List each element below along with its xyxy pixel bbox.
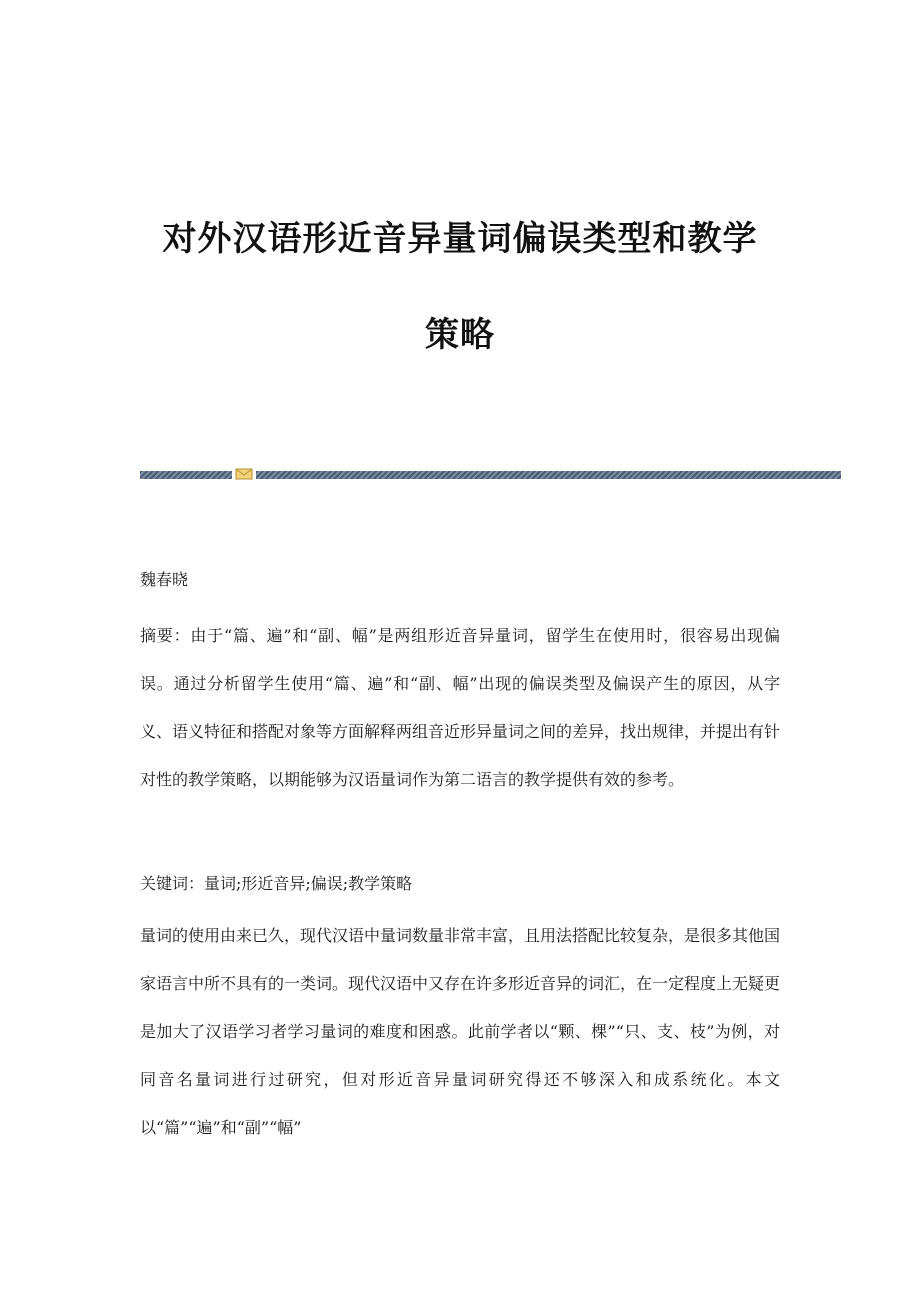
envelope-icon (235, 467, 253, 481)
document-title-line-2: 策略 (425, 315, 495, 355)
body-paragraph: 量词的使用由来已久，现代汉语中量词数量非常丰富，且用法搭配比较复杂，是很多其他国家语言中所不具有的一类词。现代汉语中又存在许多形近音异的词汇，在一定程度上无疑更是加大了汉语学习者学习量词的难度和困惑。此前学者以“颗、棵”“只、支、枝”为例，对同音名量词进行过研究，但对形近音异量词研究得还不够深入和成系统化。本文以“篇”“遍”和“副”“幅” (140, 926, 781, 1137)
title-divider-right (256, 471, 841, 479)
keywords-line: 关键词：量词;形近音异;偏误;教学策略 (140, 874, 413, 893)
document-title-line-1: 对外汉语形近音异量词偏误类型和教学 (162, 219, 758, 259)
author-name: 魏春晓 (140, 570, 189, 589)
abstract-paragraph: 摘要：由于“篇、遍”和“副、幅”是两组形近音异量词，留学生在使用时，很容易出现偏误。通过分析留学生使用“篇、遍”和“副、幅”出现的偏误类型及偏误产生的原因，从字义、语义特征和搭配对象等方面解释两组音近形异量词之间的差异，找出规律，并提出有针对性的教学策略，以期能够为汉语量词作为第二语言的教学提供有效的参考。 (140, 626, 781, 789)
title-divider-left (140, 471, 232, 479)
